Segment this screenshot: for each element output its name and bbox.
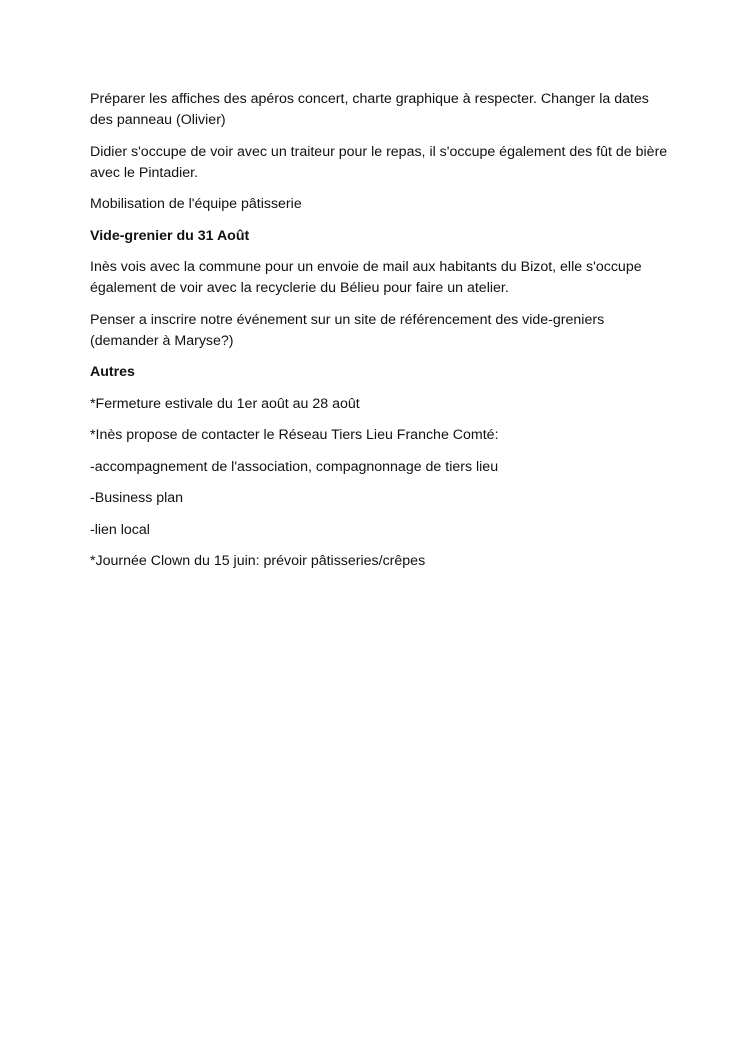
paragraph-patisserie: Mobilisation de l'équipe pâtisserie [90, 196, 302, 212]
paragraph-traiteur: Didier s'occupe de voir avec un traiteur pour le repas, il s'occupe également des fût de bière avec le Pintadier. [90, 143, 668, 181]
paragraph-referencement: Penser a inscrire notre événement sur un site de référencement des vide-greniers (demander à Maryse?) [90, 311, 605, 349]
paragraph-commune: Inès vois avec la commune pour un envoie de mail aux habitants du Bizot, elle s'occupe également de voir avec la recyclerie du Bélieu pour faire un atelier. [90, 259, 642, 296]
heading-vide-grenier: Vide-grenier du 31 Août [90, 227, 250, 244]
paragraph-business-plan: -Business plan [90, 490, 184, 506]
document-body [90, 89, 670, 583]
paragraph-affiches: Préparer les affiches des apéros concert, charte graphique à respecter. Changer la dates des panneau (Olivier) [90, 91, 649, 128]
paragraph-accompagnement: -accompagnement de l'association, compagnonnage de tiers lieu [90, 458, 499, 475]
paragraph-lien-local: -lien local [90, 521, 150, 538]
paragraph-reseau: *Inès propose de contacter le Réseau Tiers Lieu Franche Comté: [90, 427, 499, 443]
paragraph-journee-clown: *Journée Clown du 15 juin: prévoir pâtisseries/crêpes [90, 553, 426, 569]
heading-autres: Autres [90, 364, 135, 380]
paragraph-fermeture: *Fermeture estivale du 1er août au 28 août [90, 395, 360, 412]
